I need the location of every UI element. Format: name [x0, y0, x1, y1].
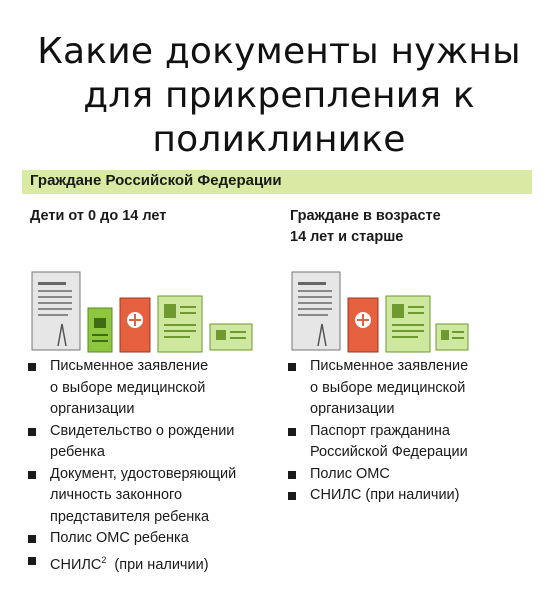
- left-documents-list: [24, 356, 274, 576]
- list-item-line: личность законного: [50, 487, 183, 503]
- list-item-line: о выборе медицинской: [310, 379, 466, 396]
- title-line-2: для прикрепления к: [83, 75, 475, 116]
- bullet-icon: [28, 535, 36, 543]
- snils-label: СНИЛС: [50, 556, 102, 573]
- snils-suffix: (при наличии): [106, 556, 209, 573]
- footnote-marker: 2: [101, 554, 107, 565]
- list-item-line: Российской Федерации: [310, 444, 468, 460]
- right-heading-line-1: Граждане в возрасте: [290, 208, 441, 224]
- bullet-icon: [28, 363, 36, 371]
- title-line-3: поликлинике: [152, 119, 406, 160]
- snils-card-icon: [210, 324, 252, 350]
- oms-policy-icon: [386, 296, 430, 352]
- passport-icon: [120, 298, 150, 352]
- list-item: [284, 464, 534, 486]
- left-documents-illustration: [30, 268, 260, 354]
- list-item-line: Документ, удостоверяющий: [50, 465, 237, 482]
- list-item-line: Паспорт гражданина: [310, 422, 450, 439]
- snils-card-icon: [436, 324, 468, 350]
- section-band-label: Граждане Российской Федерации: [30, 172, 282, 189]
- list-item: [284, 356, 534, 421]
- list-item-line: организации: [310, 401, 395, 417]
- list-item: [24, 550, 274, 577]
- right-documents-illustration: [290, 268, 470, 354]
- bullet-icon: [28, 471, 36, 479]
- application-document-icon: [32, 272, 80, 350]
- list-item-line: [50, 550, 274, 577]
- list-item-line: Письменное заявление: [50, 358, 209, 374]
- passport-icon: [348, 298, 378, 352]
- list-item: [284, 421, 534, 464]
- bullet-icon: [28, 557, 36, 565]
- list-item-line: Полис ОМС ребенка: [50, 530, 189, 546]
- right-documents-list: [284, 356, 534, 507]
- bullet-icon: [288, 492, 296, 500]
- list-item: [284, 485, 534, 507]
- page-title: [0, 30, 558, 162]
- list-item-line: ребенка: [50, 444, 105, 460]
- bullet-icon: [288, 471, 296, 479]
- list-item: [24, 464, 274, 529]
- list-item-line: организации: [50, 401, 135, 417]
- list-item: [24, 528, 274, 550]
- list-item: [24, 421, 274, 464]
- bullet-icon: [288, 363, 296, 371]
- list-item-line: о выборе медицинской: [50, 379, 206, 396]
- bullet-icon: [28, 428, 36, 436]
- list-item-line: Письменное заявление: [310, 358, 469, 374]
- left-heading-text: Дети от 0 до 14 лет: [30, 208, 167, 224]
- title-line-1: Какие документы нужны: [37, 31, 521, 72]
- right-column-heading: [290, 206, 441, 248]
- bullet-icon: [288, 428, 296, 436]
- list-item-line: Полис ОМС: [310, 465, 390, 482]
- application-document-icon: [292, 272, 340, 350]
- oms-policy-icon: [158, 296, 202, 352]
- list-item-line: представителя ребенка: [50, 508, 210, 525]
- right-heading-line-2: 14 лет и старше: [290, 229, 404, 245]
- left-column-heading: [30, 206, 166, 227]
- list-item: [24, 356, 274, 421]
- list-item-line: СНИЛС (при наличии): [310, 487, 460, 503]
- list-item-line: Свидетельство о рождении: [50, 422, 235, 439]
- birth-certificate-icon: [88, 308, 112, 352]
